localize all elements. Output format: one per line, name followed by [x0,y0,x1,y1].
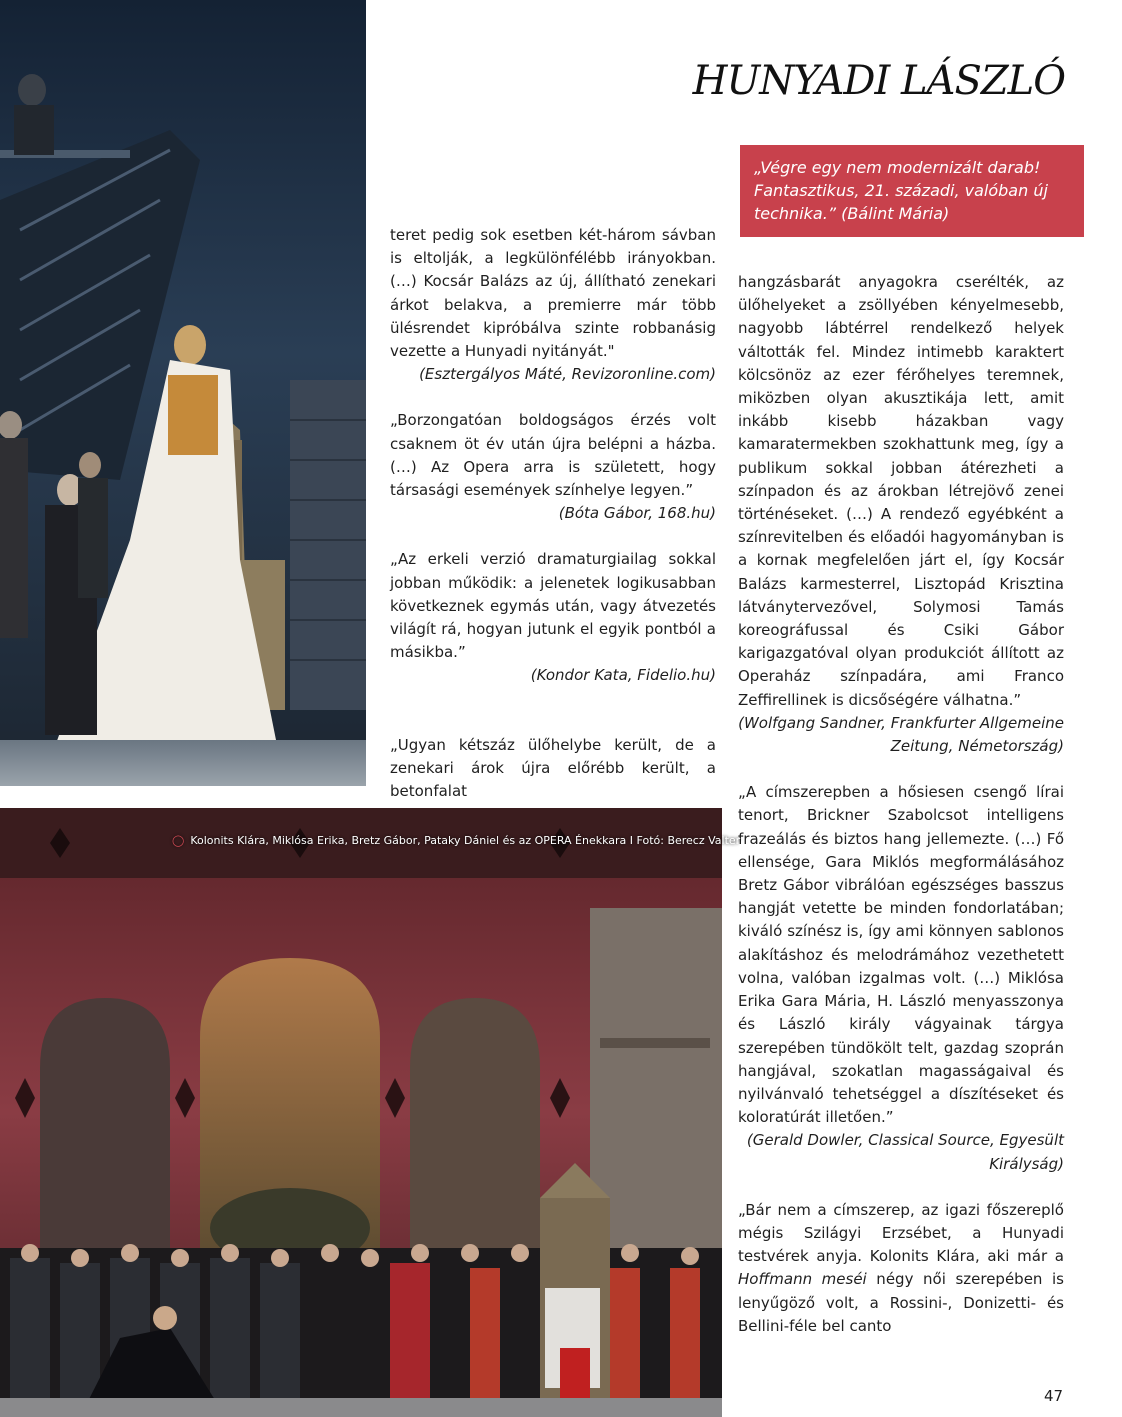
quote-citation: (Gerald Dowler, Classical Source, Egyesült Királyság) [746,1131,1064,1173]
quote-text: „Bár nem a címszerep, az igazi főszereplő mégis Szilágyi Erzsébet, a Hunyadi testvérek anyja. Kolonits Klára, aki már a [738,1200,1064,1266]
photo-caption [172,834,740,847]
quote-citation: (Esztergályos Máté, Revizoronline.com) [419,365,716,384]
quote-citation: (Bóta Gábor, 168.hu) [558,504,716,523]
caption-text: Kolonits Klára, Miklósa Erika, Bretz Gábor, Pataky Dániel és az OPERA Énekkara I Fotó: Berecz Valter [190,834,741,847]
quote-text: négy női szerepében is lenyűgöző volt, a Rossini-, Donizetti- és Bellini-féle bel canto [738,1270,1065,1335]
quote-paragraph: „Borzongatóan boldogságos érzés volt csaknem öt év után újra belépni a házba.(…) Az Opera arra is született, hogy társasági események színhelye legyen.” [390,411,716,500]
quote-paragraph: hangzásbarát anyagokra cserélték, az ülőhelyeket a zsöllyében kényelmesebb, nagyobb lábtérrel rendelkező helyek váltották fel. Mindez intimebb karaktert kölcsönöz az ezer férőhelyes teremnek, miközben olyan akusztikája lett, amit inkább kisebb házakban vagy kamaratermekben szokhattunk meg, így a publikum sokkal jobban átérezheti a színpadon és az árokban létrejövő zenei történéseket. (…) A rendező egyébként a színrevitelben és előadói hagyományban is a kornak megfelelően járt el, így Kocsár Balázs karmesterrel, Lisztopád Krisztina látványtervezővel, Solymosi Tamás koreográfussal és Csiki Gábor karigazgatóval olyan produkciót állított az Operaház színpadára, ami Franco Zeffirellinek is dicsőségére válhatna.” [738,273,1064,709]
article-title: HUNYADI LÁSZLÓ [692,58,1065,104]
quote-citation: (Wolfgang Sandner, Frankfurter Allgemeine Zeitung, Németország) [738,713,1064,756]
quote-paragraph: „Az erkeli verzió dramaturgiailag sokkal jobban működik: a jelenetek logikusabban következnek egymás után, vagy átvezetés világít rá, hogyan jutunk el egyik pontból a másikba.” [390,550,716,662]
photo-court-scene [0,808,722,1417]
quote-paragraph: „Ugyan kétszáz ülőhelybe került, de a zenekari árok újra előrébb került, a betonfalat [390,735,716,801]
camera-icon: ◯ [172,834,185,847]
page-number: 47 [1044,1387,1064,1405]
column-right [738,271,1064,1338]
quote-citation: (Kondor Kata, Fidelio.hu) [530,666,716,685]
quote-paragraph: teret pedig sok esetben két-három sávban is eltolják, a legkülönfélébb irányokban. (…) Kocsár Balázs az új, állítható zenekari árkot belakva, a premierre már több ülésrendet kipróbálva szinte robbanásig vezette a Hunyadi nyitányát." [390,226,716,361]
column-middle [390,224,716,803]
photo-throne-scene [0,0,366,786]
title-italic: Hoffmann meséi [738,1270,867,1289]
quote-paragraph [738,1199,1064,1338]
quote-paragraph: „A címszerepben a hősiesen csengő lírai tenort, Brickner Szabolcsot intelligens frazeálás és biztos hang jellemezte. (…) Fő ellensége, Gara Miklós megformálásához Bretz Gábor vibrálóan egészséges basszus hangját vetette be minden fondorlatában; kiváló színész is, így ami könnyen sablonos alakításhoz és melodrámához vezethetett volna, valóban izgalmas volt. (…) Miklósa Erika Gara Mária, H. László menyasszonya és László király vágyainak tárgya szerepében tündökölt telt, gazdag szoprán hangjával, szokatlan magasságaival és nyilvánvaló tehetséggel a díszítéseket és koloratúrát illetően.” [738,783,1064,1127]
pull-quote: „Végre egy nem modernizált darab! Fantasztikus, 21. századi, valóban új technika.” (Bálint Mária) [740,145,1084,237]
